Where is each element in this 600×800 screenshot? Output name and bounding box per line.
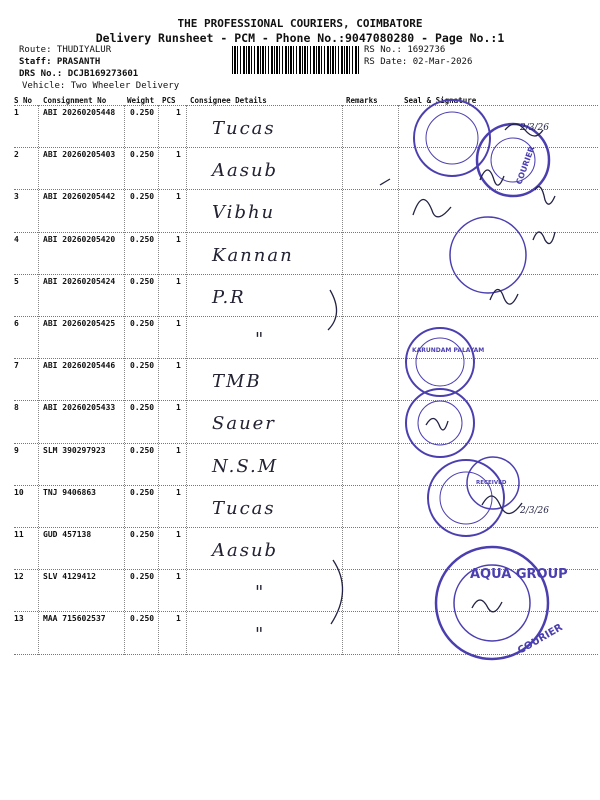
weight-cell: 0.250 [130,276,155,286]
col-seal: Seal & Signature [404,96,477,105]
weight-cell: 0.250 [130,234,155,244]
received-text: RECEIVED [476,480,507,486]
col-remarks: Remarks [346,96,378,105]
consignment-cell: ABI 20260205448 [43,108,116,117]
rs-no-label: RS No.: 1692736 [364,45,446,55]
sno-cell: 10 [14,487,24,497]
consignee-handwriting: Tucas [212,497,276,519]
col-weight: Weight [127,96,155,105]
courier-stamp-text: COURIER [516,622,565,657]
sno-cell: 12 [14,572,24,582]
sno-cell: 7 [14,361,19,371]
sno-cell: 11 [14,530,24,539]
consignee-handwriting: Aasub [212,540,279,561]
sno-cell: 8 [14,403,19,413]
consignment-cell: ABI 20260205425 [43,319,116,328]
rs-date-label: RS Date: 02-Mar-2026 [364,57,473,67]
consignee-handwriting: Vibhu [212,202,276,224]
saurer-stamp [406,389,474,457]
col-sno: S No [14,96,33,105]
pcs-cell: 1 [176,487,181,497]
route-label: Route: THUDIYALUR [19,45,112,55]
pcs-cell: 1 [176,234,181,244]
runsheet-subtitle: Delivery Runsheet - PCM - Phone No.:9047080280 - Page No.:1 [95,31,505,45]
consignment-cell: ABI 20260205433 [43,403,116,413]
weight-cell: 0.250 [130,108,155,117]
thudiyalur-stamp-2 [450,217,526,293]
mercantile-stamp-text: KARUNDAM PALAYAM [412,347,485,354]
sig-date-1: 2/3/26 [520,123,549,133]
sno-cell: 6 [14,319,19,328]
weight-cell: 0.250 [130,361,155,371]
weight-cell: 0.250 [130,572,155,582]
consignee-handwriting: TMB [212,371,262,393]
consignment-cell: SLV 4129412 [43,572,96,582]
consignment-cell: TNJ 9406863 [43,487,96,497]
thudiyalur-stamp-3 [428,460,504,536]
pcs-cell: 1 [176,192,181,202]
sno-cell: 13 [14,614,24,624]
pcs-cell: 1 [176,108,181,117]
sno-cell: 3 [14,192,19,202]
consignee-handwriting: Tucas [212,118,276,139]
vehicle-label: Vehicle: Two Wheeler Delivery [22,81,180,91]
consignment-cell: ABI 20260205420 [43,234,116,244]
sno-cell: 1 [14,108,19,117]
consignee-handwriting: P.R [212,286,246,308]
consignment-cell: ABI 20260205424 [43,276,116,286]
weight-cell: 0.250 [130,192,155,202]
sno-cell: 9 [14,445,19,455]
consignment-cell: GUD 457138 [43,530,92,539]
pcs-cell: 1 [176,572,181,582]
consignment-cell: ABI 20260205403 [43,150,116,160]
consignee-handwriting: Sauer [212,413,276,435]
consignee-handwriting: Aasub [212,160,279,182]
pcs-cell: 1 [176,403,181,413]
pcs-cell: 1 [176,445,181,455]
consignee-handwriting: " [255,329,266,350]
courier-stamp-text-1: COURIER [514,145,537,186]
thudiyalur-stamp-1 [414,100,490,176]
weight-cell: 0.250 [130,487,155,497]
sig-date-2: 2/3/26 [520,506,549,516]
consignment-cell: ABI 20260205442 [43,192,116,202]
consignee-handwriting: " [255,624,266,646]
consignment-cell: ABI 20260205446 [43,361,116,371]
consignee-handwriting: N.S.M [212,455,279,477]
col-consignee: Consignee Details [190,96,267,105]
consignment-cell: MAA 715602537 [43,614,106,624]
weight-cell: 0.250 [130,445,155,455]
weight-cell: 0.250 [130,403,155,413]
sno-cell: 2 [14,150,19,160]
pcs-cell: 1 [176,530,181,539]
aqua-stamp-text: AQUA GROUP [470,567,568,582]
pcs-cell: 1 [176,361,181,371]
pcs-cell: 1 [176,319,181,328]
weight-cell: 0.250 [130,150,155,160]
pcs-cell: 1 [176,614,181,624]
drs-label: DRS No.: DCJB169273601 [19,69,139,79]
pcs-cell: 1 [176,150,181,160]
consignee-handwriting: Kannan [212,244,294,266]
pcs-cell: 1 [176,276,181,286]
staff-label: Staff: PRASANTH [19,57,101,67]
sno-cell: 5 [14,276,19,286]
sno-cell: 4 [14,234,19,244]
company-title: THE PROFESSIONAL COURIERS, COIMBATORE [177,17,423,30]
col-consignment: Consignment No [43,96,107,105]
consignee-handwriting: " [255,582,266,604]
weight-cell: 0.250 [130,530,155,539]
col-pcs: PCS [162,96,176,105]
weight-cell: 0.250 [130,319,155,328]
consignment-cell: SLM 390297923 [43,445,106,455]
weight-cell: 0.250 [130,614,155,624]
